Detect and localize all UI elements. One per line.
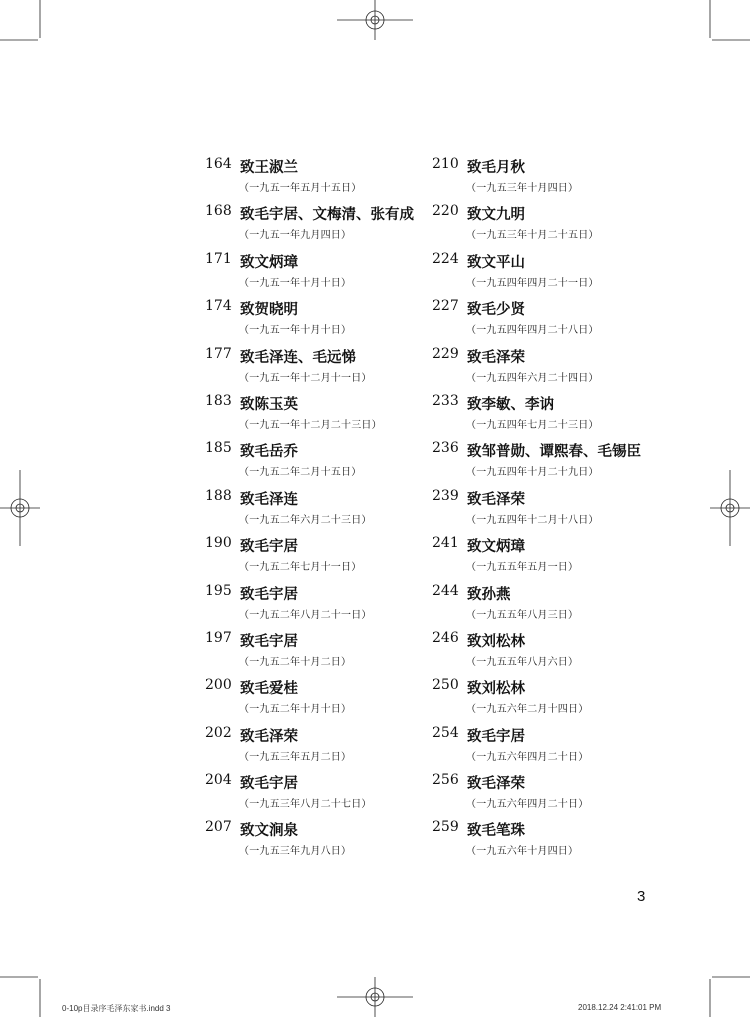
toc-entry-date: （一九五一年五月十五日） xyxy=(239,183,362,194)
toc-entry-date: （一九五二年六月二十三日） xyxy=(239,514,372,526)
toc-entry-date: （一九五五年八月三日） xyxy=(466,609,579,621)
toc-page-number: 244 xyxy=(432,582,459,599)
toc-entry-title: 致毛宇居 xyxy=(240,775,298,793)
toc-entry-date: （一九五六年四月二十日） xyxy=(466,751,589,763)
toc-page-number: 256 xyxy=(432,772,459,789)
toc-entry-date: （一九五四年十月二十九日） xyxy=(466,467,599,479)
toc-page-number: 177 xyxy=(205,345,232,362)
toc-page-number: 185 xyxy=(205,440,232,457)
toc-entry-title: 致毛泽荣 xyxy=(240,727,298,745)
toc-entry-date: （一九五一年十二月十一日） xyxy=(239,372,372,384)
toc-entry-date: （一九五一年十月十日） xyxy=(239,325,352,337)
toc-entry-title: 致毛笔珠 xyxy=(467,822,525,840)
toc-entry-date: （一九五三年十月四日） xyxy=(466,183,579,194)
toc-page-number: 239 xyxy=(432,487,459,504)
toc-entry-title: 致毛宇居 xyxy=(467,727,525,745)
toc-page-number: 250 xyxy=(432,677,459,694)
toc-entry-title: 致文平山 xyxy=(467,253,525,271)
toc-entry-title: 致毛宇居 xyxy=(240,538,298,556)
toc-entry-date: （一九五二年七月十一日） xyxy=(239,562,362,574)
toc-page-number: 236 xyxy=(432,440,459,457)
toc-entry-title: 致毛泽连、毛远悌 xyxy=(240,348,356,366)
toc-entry-title: 致王淑兰 xyxy=(240,159,298,176)
toc-page-number: 254 xyxy=(432,724,459,741)
toc-entry-date: （一九五六年二月十四日） xyxy=(466,704,589,716)
toc-entry-date: （一九五二年十月二日） xyxy=(239,656,352,668)
toc-entry-title: 致毛岳乔 xyxy=(240,443,298,461)
toc-page-number: 168 xyxy=(205,203,232,220)
toc-entry-title: 致文涧泉 xyxy=(240,822,298,840)
toc-entry-date: （一九五二年二月十五日） xyxy=(239,467,362,479)
toc-entry-date: （一九五四年七月二十三日） xyxy=(466,419,599,431)
toc-entry-date: （一九五三年八月二十七日） xyxy=(239,799,372,811)
toc-entry-date: （一九五一年十月十日） xyxy=(239,277,352,289)
toc-page-number: 220 xyxy=(432,203,459,220)
toc-page-number: 227 xyxy=(432,298,459,315)
toc-page-number: 174 xyxy=(205,298,232,315)
toc-entry-title: 致毛少贤 xyxy=(467,301,525,319)
toc-page-number: 200 xyxy=(205,677,232,694)
toc-page-number: 207 xyxy=(205,819,232,836)
toc-entry-title: 致文炳璋 xyxy=(467,538,525,556)
toc-entry-title: 致李敏、李讷 xyxy=(467,395,554,413)
toc-entry-title: 致毛泽荣 xyxy=(467,775,525,793)
toc-entry-date: （一九五四年四月二十八日） xyxy=(466,325,599,337)
toc-entry-title: 致文九明 xyxy=(467,206,525,224)
toc-page-number: 195 xyxy=(205,582,232,599)
toc-entry-title: 致毛泽荣 xyxy=(467,348,525,366)
toc-entry-title: 致文炳璋 xyxy=(240,253,298,271)
toc-page-number: 164 xyxy=(205,156,232,172)
toc-entry-title: 致陈玉英 xyxy=(240,395,298,413)
toc-page-number: 204 xyxy=(205,772,232,789)
toc-page-number: 210 xyxy=(432,156,459,172)
toc-entry-date: （一九五五年五月一日） xyxy=(466,562,579,574)
toc-entry-title: 致毛泽荣 xyxy=(467,490,525,508)
toc-entry-date: （一九五六年十月四日） xyxy=(466,846,579,858)
toc-entry-title: 致贺晓明 xyxy=(240,301,298,319)
toc-entry-date: （一九五三年九月八日） xyxy=(239,846,352,858)
toc-entry-title: 致毛宇居 xyxy=(240,632,298,650)
toc-entry-title: 致刘松林 xyxy=(467,632,525,650)
toc-entry-title: 致毛宇居 xyxy=(240,585,298,603)
toc-entry-date: （一九五三年十月二十五日） xyxy=(466,230,599,242)
toc-entry-title: 致刘松林 xyxy=(467,680,525,698)
toc-entry-date: （一九五三年五月二日） xyxy=(239,751,352,763)
toc-page-number: 190 xyxy=(205,535,232,552)
toc-page-number: 197 xyxy=(205,629,232,646)
toc-page-number: 224 xyxy=(432,250,459,267)
toc-page-number: 202 xyxy=(205,724,232,741)
slug-file-name: 0-10p目录序毛泽东家书.indd 3 xyxy=(62,1004,171,1013)
toc-entry-date: （一九五六年四月二十日） xyxy=(466,799,589,811)
toc-entry-title: 致毛宇居、文梅清、张有成 xyxy=(240,206,414,224)
page-number: 3 xyxy=(637,888,646,905)
toc-entry-date: （一九五四年四月二十一日） xyxy=(466,277,599,289)
toc-page-number: 241 xyxy=(432,535,459,552)
toc-entry-date: （一九五二年十月十日） xyxy=(239,704,352,716)
toc-page-number: 259 xyxy=(432,819,459,836)
toc-entry-date: （一九五一年九月四日） xyxy=(239,230,352,242)
toc-entry-title: 致邹普勋、谭熙春、毛锡臣 xyxy=(467,443,641,461)
toc-entry-title: 致孙燕 xyxy=(467,585,511,603)
toc-entry-title: 致毛爱桂 xyxy=(240,680,298,698)
toc-page-number: 246 xyxy=(432,629,459,646)
toc-entry-date: （一九五四年十二月十八日） xyxy=(466,514,599,526)
toc-page-number: 171 xyxy=(205,250,232,267)
toc-entry-title: 致毛泽连 xyxy=(240,490,298,508)
toc-page-number: 188 xyxy=(205,487,232,504)
toc-entry-title: 致毛月秋 xyxy=(467,159,525,176)
toc-entry-date: （一九五五年八月六日） xyxy=(466,656,579,668)
slug-timestamp: 2018.12.24 2:41:01 PM xyxy=(578,1003,662,1012)
toc-entry-date: （一九五四年六月二十四日） xyxy=(466,372,599,384)
toc-entry-date: （一九五二年八月二十一日） xyxy=(239,609,372,621)
toc-page-number: 229 xyxy=(432,345,459,362)
toc-entry-date: （一九五一年十二月二十三日） xyxy=(239,419,382,431)
toc-page-number: 183 xyxy=(205,392,232,409)
toc-page-number: 233 xyxy=(432,392,459,409)
